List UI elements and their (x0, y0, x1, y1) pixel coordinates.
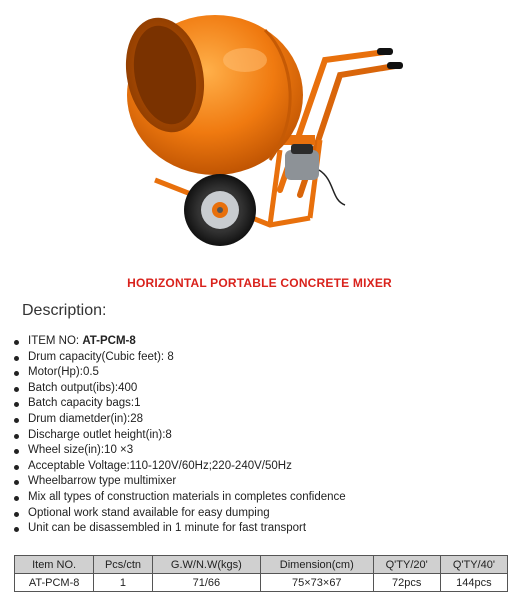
spec-item: Unit can be disassembled in 1 minute for fast transport (28, 521, 346, 537)
table-cell: 1 (94, 574, 153, 592)
concrete-mixer-image (95, 0, 405, 250)
item-no-value: AT-PCM-8 (82, 335, 136, 347)
spec-item: Wheel size(in):10 ×3 (28, 443, 346, 459)
table-cell: AT-PCM-8 (15, 574, 94, 592)
column-header: Q'TY/20' (373, 556, 440, 574)
table-cell: 71/66 (152, 574, 260, 592)
table-cell: 144pcs (440, 574, 507, 592)
table-cell: 72pcs (373, 574, 440, 592)
spec-item: Mix all types of construction materials in completes confidence (28, 490, 346, 506)
spec-item: Acceptable Voltage:110-120V/60Hz;220-240V/50Hz (28, 459, 346, 475)
column-header: Item NO. (15, 556, 94, 574)
table-header-row (15, 556, 508, 574)
column-header: Dimension(cm) (260, 556, 373, 574)
spec-item: Drum diametder(in):28 (28, 412, 346, 428)
spec-item: Discharge outlet height(in):8 (28, 428, 346, 444)
spec-item: Batch output(ibs):400 (28, 381, 346, 397)
spec-item: Batch capacity bags:1 (28, 396, 346, 412)
column-header: Q'TY/40' (440, 556, 507, 574)
spec-list (0, 334, 346, 537)
spec-item: Optional work stand available for easy dumping (28, 506, 346, 522)
column-header: Pcs/ctn (94, 556, 153, 574)
table-cell: 75×73×67 (260, 574, 373, 592)
spec-item: Motor(Hp):0.5 (28, 365, 346, 381)
spec-item: Wheelbarrow type multimixer (28, 474, 346, 490)
item-no-label: ITEM NO: (28, 335, 83, 347)
table-row (15, 574, 508, 592)
spec-item-item-no (28, 334, 346, 350)
description-heading: Description: (22, 302, 107, 319)
packing-spec-table (14, 555, 508, 592)
spec-item: Drum capacity(Cubic feet): 8 (28, 350, 346, 366)
column-header: G.W/N.W(kgs) (152, 556, 260, 574)
product-title: HORIZONTAL PORTABLE CONCRETE MIXER (127, 276, 392, 290)
